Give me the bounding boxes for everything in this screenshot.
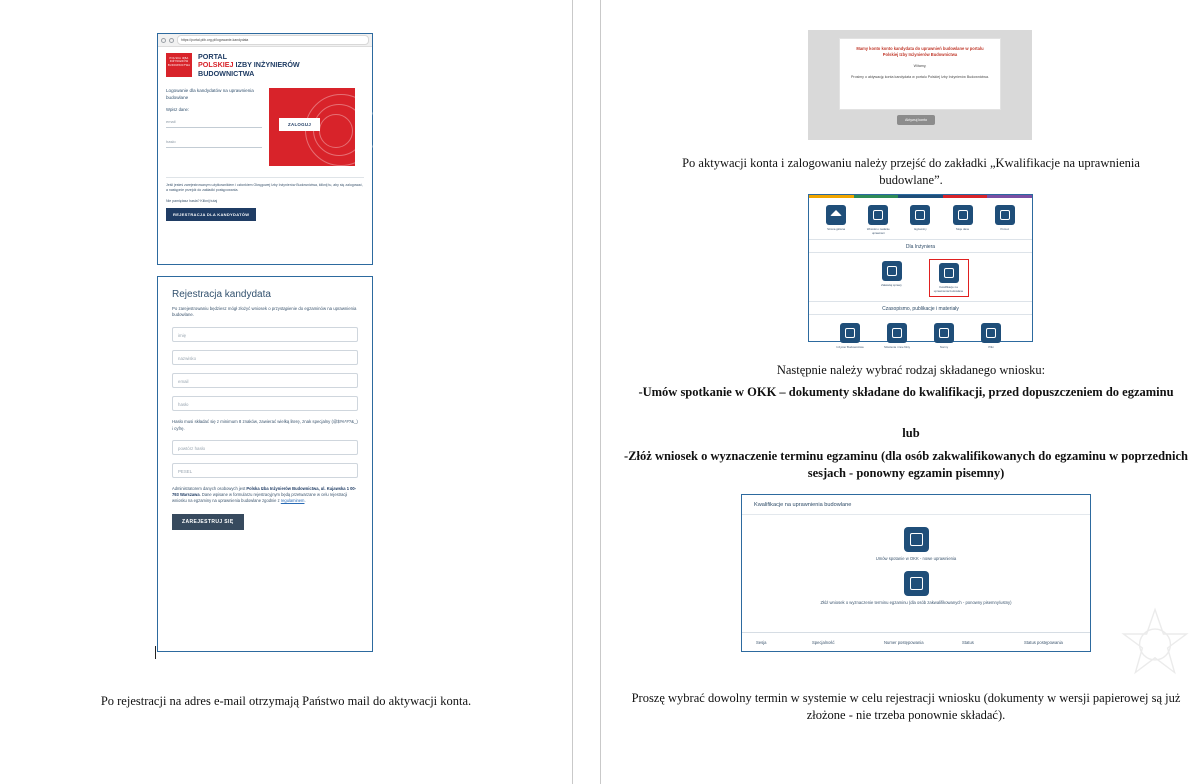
tile-label: Pliki xyxy=(988,345,994,350)
password-input[interactable]: hasło xyxy=(172,396,358,411)
brand-line-2-red: POLSKIEJ xyxy=(198,60,234,70)
repeat-password-input[interactable]: powtórz hasło xyxy=(172,440,358,455)
privacy-notice xyxy=(172,486,358,504)
media-tiles xyxy=(809,315,1032,356)
document-icon xyxy=(868,205,888,225)
portal-menu-screenshot xyxy=(808,194,1033,350)
document-icon xyxy=(904,527,929,552)
brand-line-1: PORTAL xyxy=(198,52,228,61)
tile-label: Inżynier Budownictwa xyxy=(836,345,864,350)
registration-screenshot xyxy=(157,276,373,652)
piib-logo-icon xyxy=(166,53,192,77)
book-icon xyxy=(840,323,860,343)
column-header-status: Status xyxy=(962,639,974,645)
activation-email-body: Prosimy o aktywację konta kandydata w portalu Polskiej Izby Inżynierów Budownictwa. xyxy=(850,75,990,80)
tile-pomoc[interactable] xyxy=(988,205,1022,232)
left-document-page xyxy=(0,0,572,784)
tile-label: Egzaminy xyxy=(914,227,927,231)
brand-line-2-rest: IZBY INŻYNIERÓW xyxy=(233,60,300,70)
tile-label: Moje dane xyxy=(956,227,970,231)
caption-lub: lub xyxy=(902,426,920,440)
color-stripe xyxy=(898,195,943,198)
activate-account-button[interactable]: Aktywuj konto xyxy=(897,115,935,125)
section-dla-inzyniera: Dla Inżyniera xyxy=(809,240,1032,253)
terms-link[interactable]: regulaminem xyxy=(280,498,305,504)
email-field[interactable]: email xyxy=(166,115,262,128)
tile-pliki[interactable] xyxy=(974,323,1008,350)
color-stripe xyxy=(854,195,899,198)
caption-activation: Po aktywacji konta i zalogowaniu należy przejść do zakładki „Kwalifikacje na uprawnienia budowlane”. xyxy=(682,156,1140,187)
login-heading: Logowanie dla kandydatów na uprawnienia budowlane xyxy=(166,88,254,100)
first-name-input[interactable]: imię xyxy=(172,327,358,342)
tile-label: Wnioski o nadanie uprawnień xyxy=(866,227,890,235)
login-columns xyxy=(166,88,364,166)
privacy-notice-part-2: . Dane wpisane w formularzu rejestracyjnym będą przetwarzane w celu rejestracji wniosku na egzaminy na uprawnienia budowlane zgodnie z xyxy=(172,492,348,504)
left-page-caption: Po rejestracji na adres e-mail otrzymają Państwo mail do aktywacji konta. xyxy=(100,694,472,708)
activation-email-headline: Mamy konto konto kandydata do uprawnień budowlane w portalu Polskiej Izby Inżynierów Budownictwa xyxy=(856,46,984,57)
tile-label: Strona główna xyxy=(827,227,846,231)
option-label: Złóż wniosek o wyznaczenie terminu egzaminu (dla osób zakwalifikowanych - ponowny pisemny/ustny) xyxy=(820,600,1012,605)
privacy-notice-end: . xyxy=(304,498,306,504)
tile-label: Kwalifikacje na uprawnienia budowlane xyxy=(933,285,964,293)
login-page-body xyxy=(158,47,372,225)
tile-moje-dane[interactable] xyxy=(946,205,980,232)
forgot-password-link[interactable]: Nie pamiętasz hasła? Kliknij tutaj xyxy=(166,199,218,204)
member-login-note: Jeśli jesteś zarejestrowanym użytkownikiem i członkiem Okręgowej Izby Inżynierów Budownictwa, kliknij tu, aby się zalogować, a następnie przejdź do zakładki postępowania. xyxy=(166,177,364,193)
caption-option-egzamin: -Złóż wniosek o wyznaczenie terminu egzaminu (dla osób zakwalifikowanych do egzaminu w poprzednich sesjach - ponowny egzamin pisemny) xyxy=(624,449,1188,480)
page-divider-left xyxy=(572,0,573,784)
tile-strona-glowna[interactable] xyxy=(819,205,853,232)
option-label: Umów spotanie w OKK - nowe uprawnienia xyxy=(875,556,957,561)
submit-registration-button[interactable]: ZAREJESTRUJ SIĘ xyxy=(172,514,244,530)
color-stripe xyxy=(943,195,988,198)
login-banner xyxy=(269,88,355,166)
kwalifikacje-screenshot xyxy=(741,494,1091,652)
book-icon xyxy=(934,323,954,343)
tile-label: Normy xyxy=(939,345,949,350)
privacy-notice-admin: Polska Izba Inżynierów Budownictwa, ul. Kujawska 1 00-793 Warszawa xyxy=(172,486,357,498)
registration-title: Rejestracja kandydata xyxy=(172,289,271,300)
login-button[interactable]: ZALOGUJ xyxy=(279,118,320,131)
support-icon xyxy=(995,205,1015,225)
privacy-notice-part-1: Administratorem danych osobowych jest xyxy=(172,486,247,492)
option-zloz-wniosek[interactable] xyxy=(742,562,1090,606)
tile-wnioski[interactable] xyxy=(861,205,895,235)
decorative-circle-icon xyxy=(319,114,353,148)
last-name-input[interactable]: nazwisko xyxy=(172,350,358,365)
tile-inzynier-budownictwa[interactable] xyxy=(833,323,867,350)
activation-email-greeting: Witamy, xyxy=(913,64,927,68)
book-icon xyxy=(887,323,907,343)
tile-kwalifikacje-na-uprawnienia-budowlane[interactable] xyxy=(931,261,967,295)
login-form xyxy=(166,88,262,166)
column-header-status-postepowania: Status postępowania xyxy=(1024,639,1063,645)
color-stripe xyxy=(809,195,854,198)
browser-toolbar xyxy=(158,34,372,47)
tile-normy[interactable] xyxy=(927,323,961,350)
browser-back-icon xyxy=(161,38,166,43)
brand-line-3: BUDOWNICTWA xyxy=(198,68,255,78)
exam-icon xyxy=(910,205,930,225)
caption-option-okk: -Umów spotkanie w OKK – dokumenty składane do kwalifikacji, przed dopuszczeniem do egzaminu xyxy=(638,385,1174,399)
document-icon xyxy=(904,571,929,596)
document-icon xyxy=(939,263,959,283)
email-input[interactable]: email xyxy=(172,373,358,388)
right-document-page xyxy=(601,0,1200,784)
book-icon xyxy=(981,323,1001,343)
piib-logo-text: POLSKA IZBA INŻYNIERÓW BUDOWNICTWA xyxy=(167,57,191,67)
kwalifikacje-title: Kwalifikacje na uprawnienia budowlane xyxy=(742,495,1090,515)
candidate-registration-button[interactable]: REJESTRACJA DLA KANDYDATÓW xyxy=(166,208,256,221)
text-caret xyxy=(155,646,156,659)
caption-wybierz-termin: Proszę wybrać dowolny termin w systemie w celu rejestracji wniosku (dokumenty w wersji papierowej są już złożone - nie trzeba ponownie składać). xyxy=(631,691,1181,722)
desk-icon xyxy=(953,205,973,225)
engineer-tiles xyxy=(809,253,1032,302)
login-subheading: Wpisz dane: xyxy=(166,107,190,113)
tile-label: Pomoc xyxy=(1000,227,1010,231)
tile-label: Załatwiaj sprawy xyxy=(881,283,902,288)
column-header-numer-postepowania: Numer postępowania xyxy=(884,639,924,645)
portal-top-tiles xyxy=(809,198,1032,240)
column-header-sesja: Sesja xyxy=(756,639,767,645)
tile-label: Szkolenia i inne filmy xyxy=(883,345,911,350)
caption-wybierz-rodzaj: Następnie należy wybrać rodzaj składanego wniosku: xyxy=(776,363,1046,377)
tile-egzaminy[interactable] xyxy=(903,205,937,232)
home-icon xyxy=(826,205,846,225)
color-stripe xyxy=(987,195,1032,198)
portal-color-bar xyxy=(809,195,1032,198)
login-screenshot xyxy=(157,33,373,265)
brand-row xyxy=(166,53,364,78)
tile-zalatwiaj-sprawy[interactable] xyxy=(875,261,909,288)
activation-email-screenshot xyxy=(808,30,1032,140)
decorative-watermark-icon xyxy=(1120,606,1190,676)
activation-email-card xyxy=(839,38,1001,110)
registration-intro: Po zarejestrowaniu będziesz mógł złożyć wniosek o przystąpienie do egzaminów na uprawnienia budowlane. xyxy=(172,306,357,318)
password-field[interactable]: hasło xyxy=(166,135,262,148)
pesel-input[interactable]: PESEL xyxy=(172,463,358,478)
option-umow-spotkanie[interactable] xyxy=(742,515,1090,562)
url-bar[interactable]: https://portal.piib.org.pl/logowanie-kandydata xyxy=(177,35,369,45)
portal-brand-text xyxy=(198,53,300,78)
browser-forward-icon xyxy=(169,38,174,43)
tile-szkolenia[interactable] xyxy=(880,323,914,350)
desk-icon xyxy=(882,261,902,281)
column-header-specjalnosc: Specjalność xyxy=(812,639,835,645)
results-table-header xyxy=(742,632,1090,651)
password-help-text: Hasło musi składać się z minimum 8 znaków, zawierać wielką literę, znak specjalny (@$!%*#?&_) i cyfrę. xyxy=(172,419,358,431)
section-czasopisma: Czasopismo, publikacje i materiały xyxy=(809,302,1032,315)
